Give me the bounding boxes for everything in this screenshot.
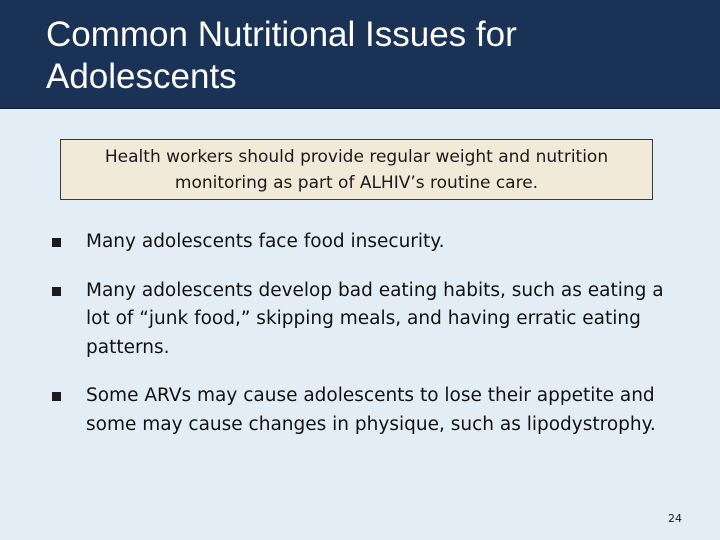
square-bullet-icon bbox=[52, 238, 61, 247]
square-bullet-icon bbox=[52, 287, 61, 296]
callout-box bbox=[60, 139, 653, 200]
callout-text: Health workers should provide regular weight and nutrition monitoring as part of ALHIV’s routine care. bbox=[104, 146, 609, 193]
title-bar bbox=[0, 0, 720, 109]
bullet-item bbox=[46, 228, 676, 257]
slide-title: Common Nutritional Issues for Adolescents bbox=[46, 15, 517, 96]
bullet-item bbox=[46, 382, 676, 439]
bullet-list bbox=[46, 228, 676, 459]
bullet-text: Many adolescents face food insecurity. bbox=[86, 231, 445, 252]
bullet-item bbox=[46, 277, 676, 363]
slide-number: 24 bbox=[668, 512, 682, 525]
bullet-text: Some ARVs may cause adolescents to lose their appetite and some may cause changes in physique, such as lipodystrophy. bbox=[86, 385, 656, 435]
square-bullet-icon bbox=[52, 392, 61, 401]
bullet-text: Many adolescents develop bad eating habits, such as eating a lot of “junk food,” skipping meals, and having erratic eating patterns. bbox=[86, 279, 664, 358]
